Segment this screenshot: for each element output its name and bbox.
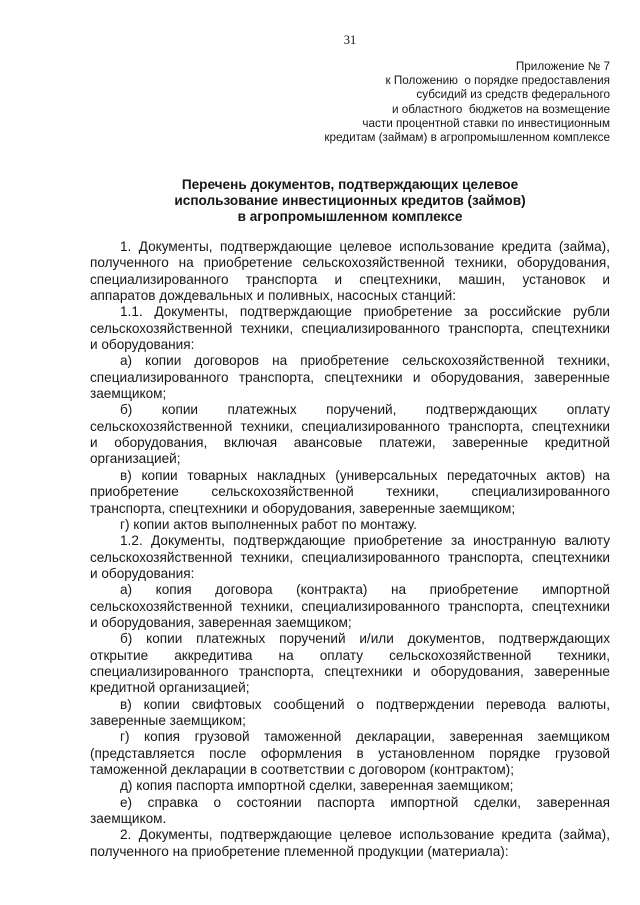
- paragraph-line: открытие аккредитива на оплату сельскохозяйственной техники,: [90, 647, 610, 663]
- paragraph-line: (представляется после оформления в установленном порядке грузовой: [90, 745, 610, 761]
- title-line: в агропромышленном комплексе: [237, 209, 463, 225]
- paragraph: [90, 729, 610, 778]
- paragraph-line: кредитной организацией;: [90, 680, 250, 696]
- paragraph-line: 2. Документы, подтверждающие целевое использование кредита (займа),: [120, 827, 610, 843]
- paragraph-line: аппаратов дождевальных и поливных, насосных станций:: [90, 288, 456, 304]
- paragraph: [90, 582, 610, 631]
- paragraph-line: полученного на приобретение сельскохозяйственной техники, оборудования,: [90, 255, 610, 271]
- paragraph: [90, 778, 610, 794]
- paragraph-line: б) копии платежных поручений, подтверждающих оплату: [120, 402, 610, 418]
- paragraph-line: 1.1. Документы, подтверждающие приобретение за российские рубли: [120, 304, 610, 320]
- paragraph: [90, 517, 610, 533]
- paragraph-line: г) копии актов выполненных работ по монтажу.: [120, 516, 417, 532]
- paragraph: [90, 795, 610, 828]
- annex-line: кредитам (займам) в агропромышленном комплексе: [324, 131, 610, 145]
- paragraph: [90, 631, 610, 696]
- paragraph-line: в) копии товарных накладных (универсальных передаточных актов) на: [120, 467, 610, 483]
- paragraph-line: специализированного транспорта, спецтехники и оборудования, заверенные: [90, 369, 610, 385]
- title-line: Перечень документов, подтверждающих целевое: [181, 177, 519, 192]
- paragraph-line: 1. Документы, подтверждающие целевое использование кредита (займа),: [120, 239, 610, 254]
- document-body: [90, 239, 610, 860]
- annex-line: Приложение № 7: [515, 60, 610, 73]
- paragraph: [90, 827, 610, 860]
- paragraph-line: и оборудования:: [90, 337, 195, 353]
- paragraph-line: 1.2. Документы, подтверждающие приобретение за иностранную валюту: [120, 533, 610, 549]
- paragraph-line: транспорта, спецтехники и оборудования, заверенные заемщиком;: [90, 500, 516, 516]
- annex-line: и областного бюджетов на возмещение: [391, 102, 610, 116]
- paragraph-line: г) копия грузовой таможенной декларации, заверенная заемщиком: [120, 729, 610, 745]
- paragraph-line: д) копия паспорта импортной сделки, заверенная заемщиком;: [120, 778, 514, 794]
- paragraph-line: сельскохозяйственной техники, специализированного транспорта, спецтехники: [90, 320, 610, 336]
- paragraph: [90, 533, 610, 582]
- paragraph-line: заемщиком.: [90, 811, 167, 827]
- paragraph: [90, 304, 610, 353]
- paragraph: [90, 468, 610, 517]
- annex-header: [210, 60, 610, 145]
- paragraph: [90, 402, 610, 467]
- paragraph-line: а) копия договора (контракта) на приобретение импортной: [120, 582, 610, 598]
- paragraph-line: и оборудования, включая авансовые платежи, заверенные кредитной: [90, 435, 610, 451]
- paragraph-line: б) копии платежных поручений и/или документов, подтверждающих: [120, 631, 610, 647]
- paragraph-line: заверенные заемщиком;: [90, 712, 246, 728]
- annex-line: к Положению о порядке предоставления: [385, 74, 610, 88]
- paragraph-line: приобретение сельскохозяйственной техники, специализированного: [90, 484, 610, 500]
- document-title: [90, 177, 610, 226]
- paragraph-line: и оборудования, заверенная заемщиком;: [90, 614, 352, 630]
- paragraph-line: организацией;: [90, 451, 181, 467]
- paragraph: [90, 239, 610, 304]
- paragraph-line: в) копии свифтовых сообщений о подтверждении перевода валюты,: [120, 696, 610, 712]
- annex-line: субсидий из средств федерального: [416, 88, 610, 102]
- paragraph-line: сельскохозяйственной техники, специализированного транспорта, спецтехники: [90, 549, 610, 565]
- paragraph-line: специализированного транспорта и спецтехники, машин, установок и: [90, 271, 610, 287]
- paragraph-line: е) справка о состоянии паспорта импортной сделки, заверенная: [120, 794, 610, 810]
- paragraph-line: специализированного транспорта, спецтехники и оборудования, заверенные: [90, 663, 610, 679]
- paragraph-line: заемщиком;: [90, 386, 167, 402]
- paragraph-line: полученного на приобретение племенной продукции (материала):: [90, 843, 509, 859]
- annex-line: части процентной ставки по инвестиционным: [362, 116, 610, 130]
- paragraph-line: сельскохозяйственной техники, специализированного транспорта, спецтехники: [90, 418, 610, 434]
- paragraph-line: таможенной декларации в соответствии с договором (контрактом);: [90, 762, 514, 777]
- paragraph-line: сельскохозяйственной техники, специализированного транспорта, спецтехники: [90, 598, 610, 614]
- paragraph-line: а) копии договоров на приобретение сельскохозяйственной техники,: [120, 353, 610, 369]
- paragraph-line: и оборудования:: [90, 565, 195, 581]
- title-line: использование инвестиционных кредитов (займов): [174, 193, 526, 209]
- paragraph: [90, 697, 610, 730]
- paragraph: [90, 353, 610, 402]
- page-number: 31: [343, 33, 357, 47]
